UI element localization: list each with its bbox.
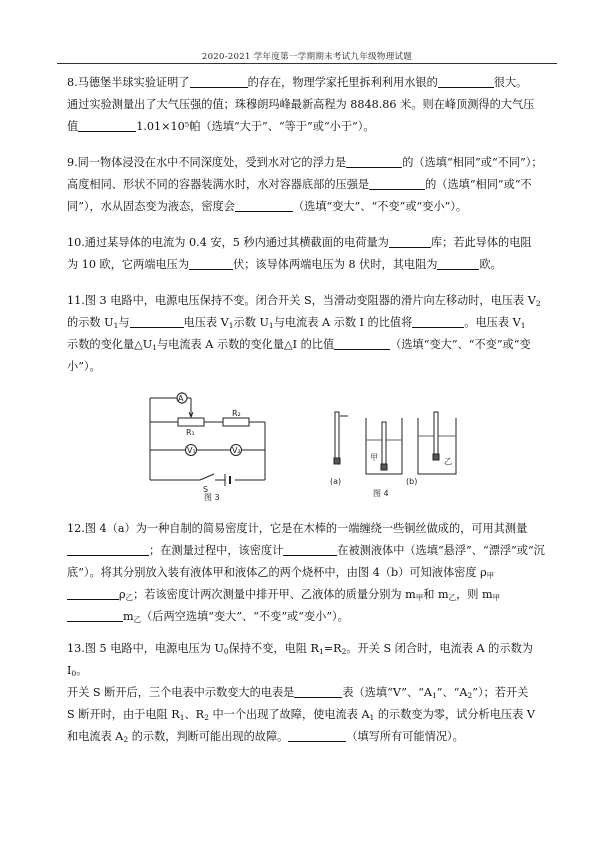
q12-line3: 底”）。将其分别放入装有液体甲和液体乙的两个烧杯中，由图 4（b）可知液体密度 $\rho_甲$ (67, 566, 495, 580)
q9-line2: 高度相同、形状不同的容器装满水时，水对容器底部的压强是 的（选填“相同”或“不 (67, 178, 532, 191)
figure-3-caption: 图 3 (204, 493, 220, 502)
q9-blank-2[interactable] (369, 176, 425, 190)
q8-line3: 值 1.01×10⁵帕（选填“大于”、“等于”或“小于”）。 (67, 120, 375, 133)
q13-line3: S 断开时，由于电阻 $R_1$、$R_2$ 中一个出现了故障，使电流表 $A_1$ 的示数变为零，试分析电压表 V (67, 708, 535, 722)
figure-3-circuit (140, 392, 275, 502)
q13-line2: 开关 S 断开后，三个电表中示数变大的电表是 表（选填“V”、“$A_1$”、“$A_2$”）；若开关 (67, 686, 529, 700)
q11-line4: 小”）。 (67, 360, 101, 373)
q12-line2: ；在测量过程中，该密度计 在被测液体中（选填“悬浮”、“漂浮”或“沉 (67, 540, 552, 562)
q12-blank-4[interactable] (67, 608, 123, 622)
svg-text:V₂: V₂ (232, 446, 241, 455)
svg-text:R₁: R₁ (186, 428, 195, 437)
q9-blank-3[interactable] (235, 198, 293, 212)
q10-blank-2[interactable] (189, 256, 233, 270)
q12-line1: 12.图 4（a）为一种自制的简易密度计，它是在木棒的一端缠绕一些铜丝做成的，可用其测量 (67, 522, 528, 535)
question-8 (67, 72, 552, 138)
q10-line2: 为 10 欧，它两端电压为 伏；该导体两端电压为 8 伏时，其电阻为 欧。 (67, 258, 502, 271)
liquid-a-label: 甲 (370, 453, 378, 462)
q12-blank-3[interactable] (67, 586, 119, 600)
question-9 (67, 152, 552, 218)
liquid-b-label: 乙 (444, 457, 452, 466)
q13-blank-1[interactable] (294, 684, 342, 698)
header-rule (57, 63, 557, 64)
figure-4-hydrometer (318, 408, 468, 500)
q8-blank-2[interactable] (438, 74, 494, 88)
q8-line2: 通过实验测量出了大气压强的值；珠穆朗玛峰最新高程为 8848.86 米。则在峰顶测得的大气压 (67, 98, 535, 111)
q12-line4: $\rho_乙$；若该密度计两次测量中排开甲、乙液体的质量分别为 $m_甲$和 $m_乙$，则 $m_甲$ (67, 584, 552, 606)
q12-line5: $m_乙$（后两空选填“变大”、“不变”或“变小”）。 (67, 606, 552, 628)
q8-blank-1[interactable] (190, 74, 248, 88)
q9-line1: 9.同一物体浸没在水中不同深度处，受到水对它的浮力是 的（选填“相同”或“不同”）； (67, 156, 543, 169)
q10-blank-1[interactable] (389, 234, 431, 248)
svg-text:S: S (203, 485, 209, 494)
q13-line1: 13.图 5 电路中，电源电压为 $U_0$保持不变，电阻 $R_1=R_2$。开关 S 闭合时，电流表 A 的示数为 $I_0$。 (67, 642, 533, 678)
q9-line3: 同”），水从固态变为液态，密度会 （选填“变大”、“不变”或“变小”）。 (67, 200, 468, 213)
q12-blank-1[interactable] (67, 542, 149, 556)
svg-text:V₁: V₁ (187, 446, 196, 455)
question-12 (67, 518, 552, 628)
q13-line4: 和电流表 $A_2$ 的示数，判断可能出现的故障。 （填写所有可能情况）。 (67, 730, 464, 744)
q8-line1: 8.马德堡半球实验证明了 的存在，物理学家托里拆利利用水银的 很大。 (67, 76, 528, 89)
question-10 (67, 232, 552, 276)
q10-blank-3[interactable] (437, 256, 479, 270)
q11-line2: 的示数 $U_1$与 电压表 $V_1$示数 $U_1$与电流表 A 示数 I 的比值将 。电压表 $V_1$ (67, 316, 526, 330)
q13-blank-2[interactable] (288, 728, 346, 742)
figure-4-caption: 图 4 (373, 489, 389, 498)
q11-blank-2[interactable] (412, 314, 464, 328)
q12-blank-2[interactable] (283, 542, 337, 556)
svg-text:R₂: R₂ (232, 409, 241, 418)
q8-blank-3[interactable] (78, 118, 136, 132)
q9-blank-1[interactable] (346, 154, 402, 168)
question-11 (67, 290, 552, 378)
q11-blank-1[interactable] (130, 314, 184, 328)
q10-line1: 10.通过某导体的电流为 0.4 安，5 秒内通过其横截面的电荷量为 库；若此导体的电阻 (67, 236, 532, 249)
q11-blank-3[interactable] (334, 336, 390, 350)
question-13 (67, 638, 552, 748)
q11-line1: 11.图 3 电路中，电源电压保持不变。闭合开关 S，当滑动变阻器的滑片向左移动时，电压表 $V_2$ (67, 294, 541, 308)
figure-4a-label: (a) (330, 477, 342, 486)
q11-line3: 示数的变化量$\triangle U_1$与电流表 A 示数的变化量△I 的比值 （选填“变大”、“不变”或“变 (67, 338, 531, 352)
figure-4b-label: (b) (406, 477, 418, 486)
svg-text:A: A (178, 394, 184, 403)
page-header: 2020-2021 学年度第一学期期末考试九年级物理试题 (201, 52, 413, 62)
